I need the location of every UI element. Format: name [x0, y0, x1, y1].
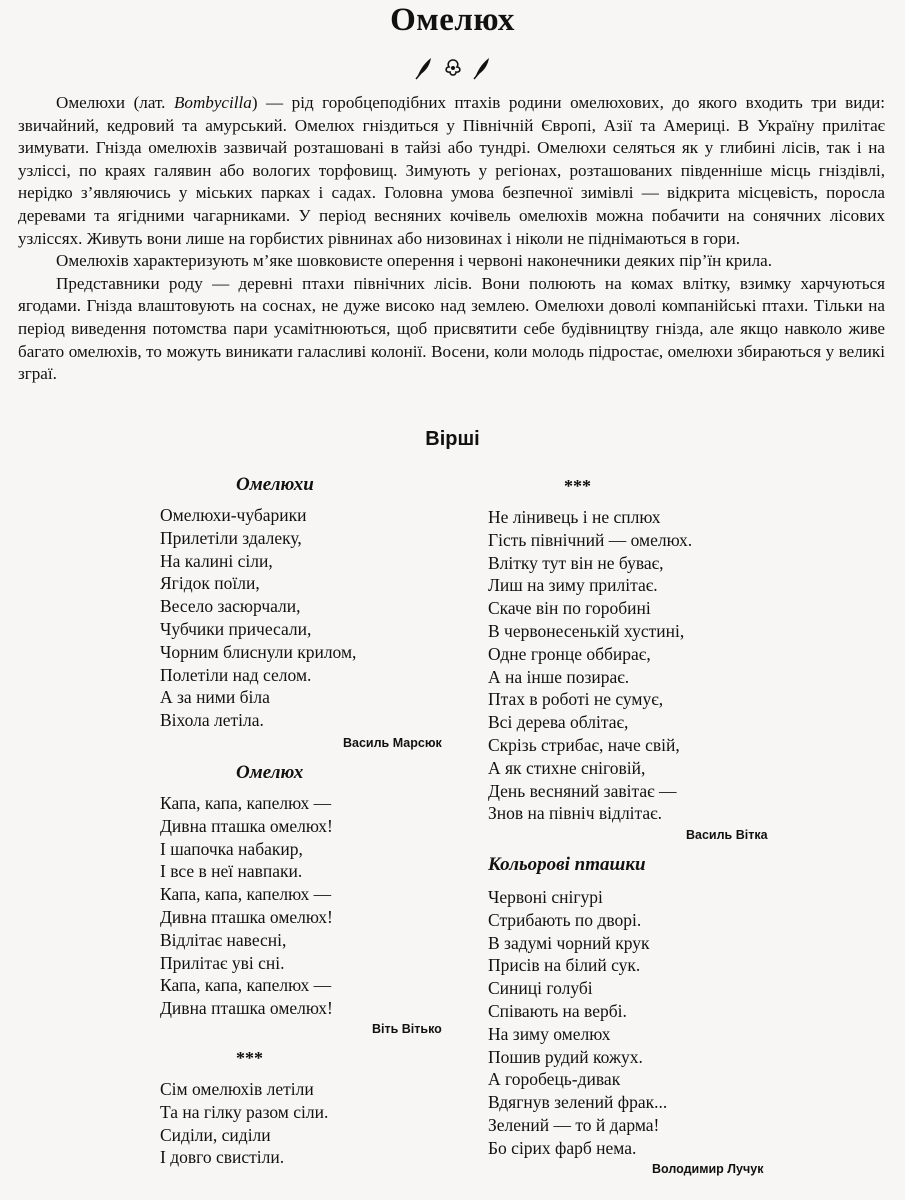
intro-p1-start: Омелюхи (лат. [56, 93, 174, 112]
poem-line: І шапочка набакир, [160, 838, 303, 859]
poem-line: Присів на білий сук. [488, 955, 641, 976]
poem-line: Дивна пташка омелюх! [160, 906, 333, 927]
poem-line: Відлітає навесні, [160, 929, 287, 950]
poem-line: Всі дерева облітає, [488, 712, 629, 733]
poem-line: Та на гілку разом сіли. [160, 1101, 329, 1122]
poem-line: Прилетіли здалеку, [160, 527, 302, 548]
poem-author: Василь Марсюк [343, 736, 442, 750]
poem-line: Бо сірих фарб нема. [488, 1137, 637, 1158]
intro-paragraph-2: Омелюхів характеризують м’яке шовковисте оперення і червоні наконечники деяких пір’їн крила. [56, 251, 772, 271]
poem-author: Володимир Лучук [652, 1162, 764, 1176]
poem-line: А як стихне сніговій, [488, 757, 646, 778]
poem-line: Співають на вербі. [488, 1000, 627, 1021]
poem-line: Червоні снігурі [488, 887, 603, 907]
poem-line: Чубчики причесали, [160, 618, 312, 639]
poem-line: На калині сіли, [160, 550, 273, 571]
poem-line: Весело засюрчали, [160, 596, 301, 617]
poem-author: Василь Вітка [686, 828, 768, 842]
poem-line: Стрибають по дворі. [488, 909, 642, 930]
bird-right-icon [471, 56, 493, 80]
poem-line: В червонесенькій хустині, [488, 620, 685, 641]
poem-line: День весняний завітає — [488, 780, 677, 801]
poem-stars: *** [564, 476, 591, 496]
poem-line: Капа, капа, капелюх — [160, 793, 332, 813]
bird-left-icon [413, 56, 435, 80]
intro-paragraph-1 [18, 92, 885, 250]
poem-line: На зиму омелюх [488, 1023, 611, 1044]
poem-line: Ягідок поїли, [160, 573, 260, 594]
poem-line: Капа, капа, капелюх — [160, 884, 332, 905]
poem-omeliukh [160, 760, 460, 1020]
poem-line: Скрізь стрибає, наче свій, [488, 734, 680, 755]
ornament [0, 56, 905, 80]
poem-line: Пошив рудий кожух. [488, 1046, 643, 1067]
poem-line: В задумі чорний крук [488, 932, 650, 953]
intro-p1-rest: ) — рід горобцеподібних птахів родини омелюхових, до якого входить три види: звичайний, кедровий та амурський. Омелюх гніздиться у Північній Європі, Азії та Америці. В Україну прилітає зимувати. Гнізда омелюхів зазвичай розташовані в тайзі або тундрі. Омелюхи селяться як у глибині лісів, так і на узліссі, по краях галявин або вологих торфовищ. Зимують у регіонах, розташованих південніше місць гніздівлі, нерідко з’являючись у міських парках і садах. Головна умова безпечної зимівлі — відкрита місцевість, поросла деревами та ягідними чагарниками. У період весняних кочівель омелюхів можна побачити на сонячних лісових узліссях. Живуть вони лише на горбистих рівнинах або низовинах і ніколи не піднімаються в гори. [18, 93, 885, 248]
poem-line: Не лінивець і не сплюх [488, 507, 661, 527]
poem-line: А на інше позирає. [488, 666, 630, 687]
page-title: Омелюх [390, 2, 515, 38]
poem-lines [488, 886, 808, 1160]
poem-lines [160, 792, 460, 1020]
poem-untitled-2 [488, 476, 808, 825]
poem-line: Одне гронце оббирає, [488, 643, 651, 664]
poem-line: Синиці голубі [488, 978, 593, 999]
poem-line: І довго свистіли. [160, 1147, 285, 1168]
poem-line: Полетіли над селом. [160, 664, 312, 685]
poem-lines [488, 506, 808, 825]
poem-lines [160, 504, 460, 732]
poem-line: А горобець-дивак [488, 1069, 621, 1090]
poem-line: А за ними біла [160, 687, 270, 708]
poem-line: Капа, капа, капелюх — [160, 975, 332, 996]
section-title: Вірші [425, 428, 480, 450]
poem-line: Лиш на зиму прилітає. [488, 575, 658, 596]
poem-title: Омелюх [236, 762, 304, 783]
poem-line: Зелений — то й дарма! [488, 1114, 660, 1135]
poem-title: Омелюхи [236, 474, 314, 495]
poem-author: Віть Вітько [372, 1022, 442, 1036]
poem-line: Знов на північ відлітає. [488, 803, 663, 824]
poem-line: Чорним блиснули крилом, [160, 641, 357, 662]
poem-line: Омелюхи-чубарики [160, 505, 307, 525]
poem-line: Прилітає уві сні. [160, 952, 285, 973]
poem-line: Влітку тут він не буває, [488, 552, 664, 573]
intro-text [18, 92, 885, 386]
poem-line: Дивна пташка омелюх! [160, 998, 333, 1019]
poem-line: Сиділи, сиділи [160, 1124, 271, 1145]
poem-line: Скаче він по горобині [488, 598, 651, 619]
poem-stars: *** [236, 1048, 263, 1068]
poem-line: Гість північний — омелюх. [488, 529, 693, 550]
poem-untitled-1 [160, 1048, 460, 1169]
intro-paragraph-3: Представники роду — деревні птахи північних лісів. Вони полюють на комах влітку, взимку харчуються ягодами. Гнізда влаштовують на соснах, не дуже високо над землею. Омелюхи доволі компанійські птахи. Тільки на період виведення потомства пари усамітнюються, щоб присвятити себе будівництву гнізда, але якщо навколо живе багато омелюхів, то можуть виникати галасливі колонії. Восени, коли молодь підростає, омелюхи збираються у великі зграї. [18, 273, 885, 384]
poem-line: Вдягнув зелений фрак... [488, 1092, 668, 1113]
poem-line: І все в неї навпаки. [160, 861, 303, 882]
poem-kolorovi-ptashky [488, 852, 808, 1160]
poem-lines [160, 1078, 460, 1169]
poem-line: Сім омелюхів летіли [160, 1079, 314, 1099]
poem-line: Птах в роботі не сумує, [488, 689, 664, 710]
poem-title: Кольорові пташки [488, 854, 646, 875]
poem-line: Дивна пташка омелюх! [160, 815, 333, 836]
latin-name: Bombycilla [173, 93, 252, 112]
poem-omeliukhy [160, 472, 460, 732]
flower-icon [441, 56, 465, 80]
poem-line: Віхола летіла. [160, 710, 264, 731]
